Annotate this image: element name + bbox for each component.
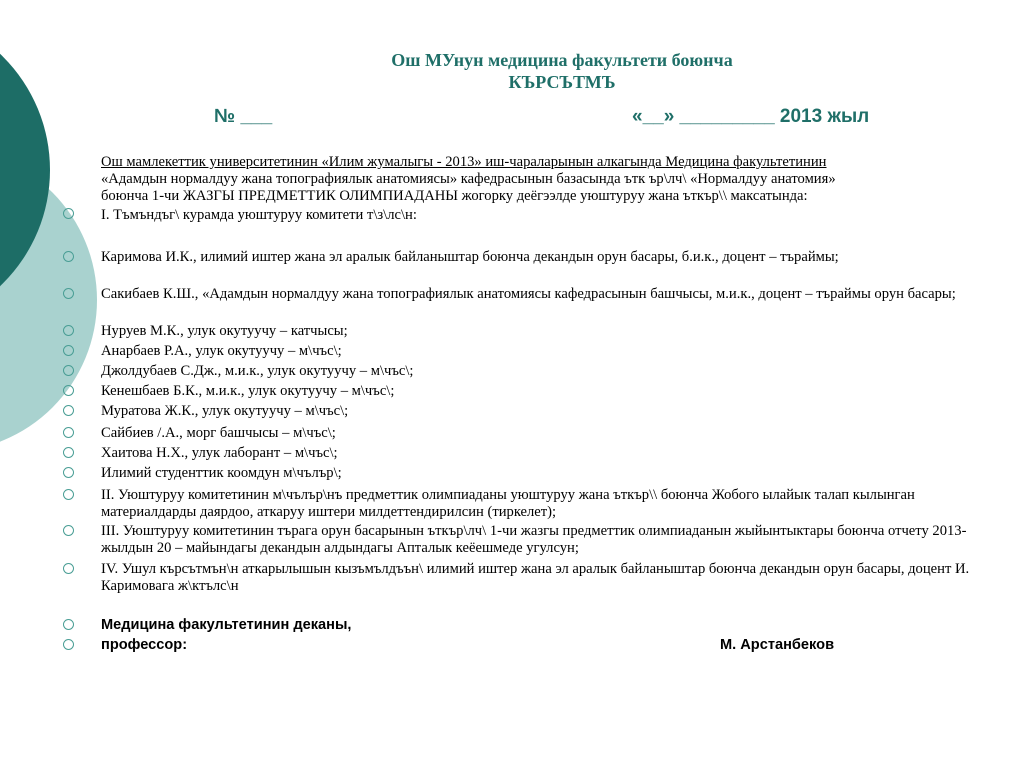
list-item: IV. Ушул кърсътмън\н аткарылышын кызъмълдъън\ илимий иштер жана эл аралык байланыштар боюнча декандын орун басары, доцент И. Каримовага ж\ктълс\н <box>101 561 970 594</box>
document-org-title: Ош МУнун медицина факультети боюнча <box>391 50 733 70</box>
list-item: Анарбаев Р.А., улук окутуучу – м\чъс\; <box>101 343 342 359</box>
bullet-icon <box>63 525 74 536</box>
list-item: Нуруев М.К., улук окутуучу – катчысы; <box>101 323 348 339</box>
list-item: Каримова И.К., илимий иштер жана эл аралык байланыштар боюнча декандын орун басары, б.и.к., доцент – търаймы; <box>101 249 839 265</box>
list-item: III. Уюштуруу комитетинин търага орун басарынын ъткър\лч\ 1-чи жазгы предметтик олимпиаданын жыйынтыктары боюнча отчету 2013-жылдын 20 – майындагы декандын алдындагы Апталык кеёешмеде угулсун; <box>101 523 967 556</box>
bullet-icon <box>63 489 74 500</box>
bullet-icon <box>63 619 74 630</box>
list-item: Илимий студенттик коомдун м\чълър\; <box>101 465 342 481</box>
list-item: Муратова Ж.К., улук окутуучу – м\чъс\; <box>101 403 349 419</box>
bullet-icon <box>63 385 74 396</box>
document-number: № ___ <box>214 106 273 127</box>
bullet-icon <box>63 447 74 458</box>
bullet-icon <box>63 563 74 574</box>
intro-line-2: «Адамдын нормалдуу жана топографиялык анатомиясы» кафедрасынын базасында ътк ър\лч\ «Нормалдуу анатомия» <box>101 171 836 187</box>
intro-line-1: Ош мамлекеттик университетинин «Илим жумалыгы - 2013» иш-чараларынын алкагында Медицина факультетинин <box>101 154 827 170</box>
document-type-title: КЪРСЪТМЪ <box>508 72 616 92</box>
bullet-icon <box>63 427 74 438</box>
bullet-icon <box>63 405 74 416</box>
bullet-icon <box>63 345 74 356</box>
list-item: Джолдубаев С.Дж., м.и.к., улук окутуучу – м\чъс\; <box>101 363 414 379</box>
list-item: II. Уюштуруу комитетинин м\чълър\нъ предметтик олимпиаданы уюштуруу жана ъткър\\ боюнча Жобого ылайык талап кылынган материалдарды даярдоо, аткаруу иштери милдеттендирилсин (тиркелет); <box>101 487 915 520</box>
bullet-icon <box>63 208 74 219</box>
bullet-icon <box>63 365 74 376</box>
signature-line-2: профессор: <box>101 637 188 653</box>
bullet-icon <box>63 251 74 262</box>
list-item: Сакибаев К.Ш., «Адамдын нормалдуу жана топографиялык анатомиясы кафедрасынын башчысы, м.и.к., доцент – търаймы орун басары; <box>101 286 956 302</box>
document-date: «__» _________ 2013 жыл <box>632 106 870 127</box>
bullet-icon <box>63 288 74 299</box>
list-item: I. Тъмъндъг\ курамда уюштуруу комитети т\з\лс\н: <box>101 207 417 223</box>
bullet-icon <box>63 325 74 336</box>
bullet-icon <box>63 639 74 650</box>
list-item: Хаитова Н.Х., улук лаборант – м\чъс\; <box>101 445 338 461</box>
list-item: Кенешбаев Б.К., м.и.к., улук окутуучу – м\чъс\; <box>101 383 395 399</box>
signatory-name: М. Арстанбеков <box>720 637 835 653</box>
list-item: Сайбиев /.А., морг башчысы – м\чъс\; <box>101 425 336 441</box>
signature-line-1: Медицина факультетинин деканы, <box>101 617 352 633</box>
bullet-icon <box>63 467 74 478</box>
intro-line-3: боюнча 1-чи ЖАЗГЫ ПРЕДМЕТТИК ОЛИМПИАДАНЫ жогорку деёгээлде уюштуруу жана ъткър\\ максатында: <box>101 188 808 204</box>
